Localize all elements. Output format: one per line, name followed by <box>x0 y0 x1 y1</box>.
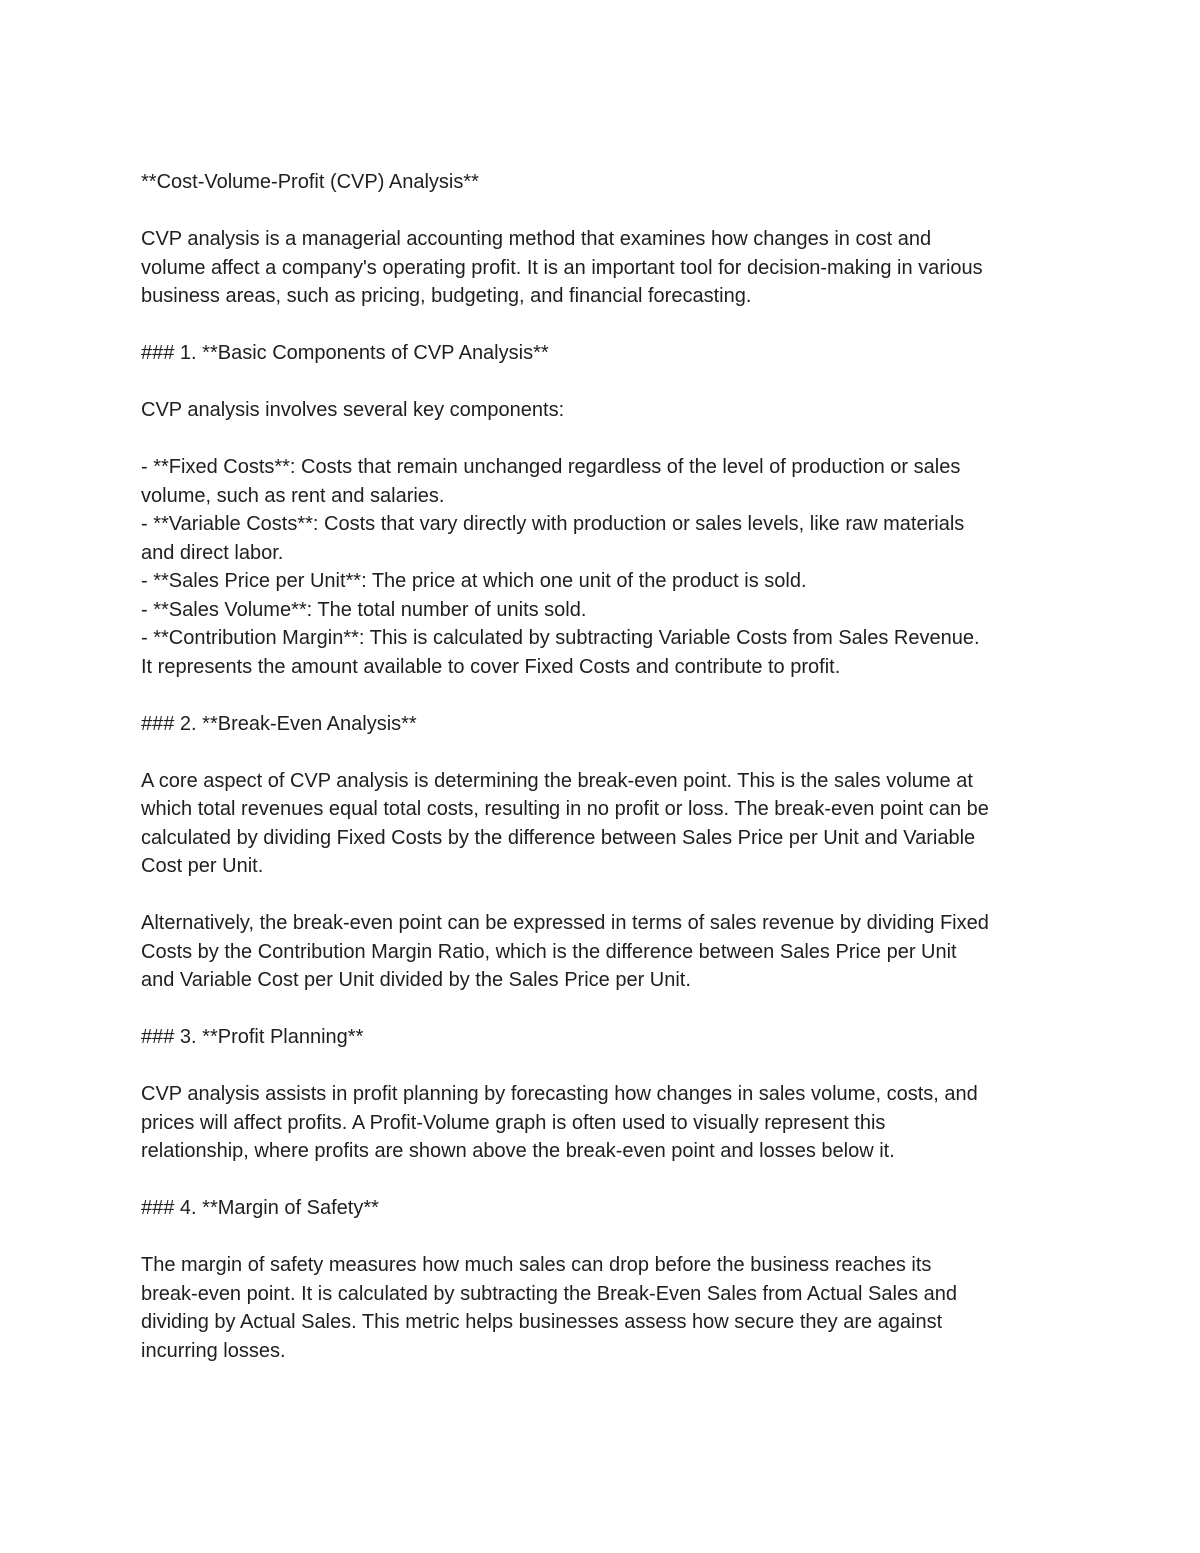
spacer <box>141 311 1071 340</box>
spacer <box>141 197 1071 226</box>
text-line: Cost per Unit. <box>141 855 264 877</box>
list-item: volume, such as rent and salaries. <box>141 484 445 507</box>
document-title: **Cost-Volume-Profit (CVP) Analysis** <box>141 171 479 193</box>
text-line: break-even point. It is calculated by subtracting the Break-Even Sales from Actual Sales and <box>141 1282 957 1305</box>
spacer <box>141 1166 1071 1195</box>
text-line: Costs by the Contribution Margin Ratio, which is the difference between Sales Price per Unit <box>141 940 957 963</box>
components-list <box>141 453 1071 681</box>
list-item: It represents the amount available to cover Fixed Costs and contribute to profit. <box>141 655 841 678</box>
text-line: CVP analysis assists in profit planning by forecasting how changes in sales volume, costs, and <box>141 1083 978 1105</box>
list-item: - **Sales Volume**: The total number of units sold. <box>141 598 587 621</box>
spacer <box>141 881 1071 910</box>
spacer <box>141 681 1071 710</box>
text-line: CVP analysis is a managerial accounting method that examines how changes in cost and <box>141 228 932 250</box>
text-line: which total revenues equal total costs, resulting in no profit or loss. The break-even point can be <box>141 798 989 820</box>
text-line: Alternatively, the break-even point can be expressed in terms of sales revenue by dividing Fixed <box>141 912 989 934</box>
section-1-lead: CVP analysis involves several key components: <box>141 399 565 421</box>
text-line: volume affect a company's operating profit. It is an important tool for decision-making in various <box>141 256 983 279</box>
list-item: - **Sales Price per Unit**: The price at which one unit of the product is sold. <box>141 570 807 592</box>
text-line: incurring losses. <box>141 1339 286 1362</box>
section-heading-1: ### 1. **Basic Components of CVP Analysis** <box>141 342 549 364</box>
spacer <box>141 368 1071 397</box>
list-item: - **Variable Costs**: Costs that vary directly with production or sales levels, like raw materials <box>141 513 965 535</box>
list-item: - **Contribution Margin**: This is calculated by subtracting Variable Costs from Sales Revenue. <box>141 627 980 649</box>
profit-planning-paragraph <box>141 1080 1071 1166</box>
spacer <box>141 995 1071 1024</box>
text-line: business areas, such as pricing, budgeting, and financial forecasting. <box>141 285 752 307</box>
list-item: - **Fixed Costs**: Costs that remain unchanged regardless of the level of production or sales <box>141 456 961 478</box>
document-page <box>141 168 1071 1365</box>
break-even-paragraph-1 <box>141 767 1071 881</box>
text-line: dividing by Actual Sales. This metric helps businesses assess how secure they are against <box>141 1311 943 1333</box>
text-line: calculated by dividing Fixed Costs by the difference between Sales Price per Unit and Variable <box>141 826 976 849</box>
spacer <box>141 425 1071 454</box>
text-line: and Variable Cost per Unit divided by the Sales Price per Unit. <box>141 969 691 991</box>
spacer <box>141 738 1071 767</box>
text-line: A core aspect of CVP analysis is determining the break-even point. This is the sales volume at <box>141 769 973 792</box>
list-item: and direct labor. <box>141 541 284 564</box>
break-even-paragraph-2 <box>141 909 1071 995</box>
section-heading-4: ### 4. **Margin of Safety** <box>141 1197 379 1219</box>
spacer <box>141 1052 1071 1081</box>
text-line: The margin of safety measures how much sales can drop before the business reaches its <box>141 1254 932 1276</box>
text-line: relationship, where profits are shown above the break-even point and losses below it. <box>141 1140 895 1162</box>
intro-paragraph <box>141 225 1071 311</box>
section-heading-3: ### 3. **Profit Planning** <box>141 1026 364 1048</box>
text-line: prices will affect profits. A Profit-Volume graph is often used to visually represent this <box>141 1111 886 1134</box>
spacer <box>141 1223 1071 1252</box>
section-heading-2: ### 2. **Break-Even Analysis** <box>141 712 417 735</box>
margin-of-safety-paragraph <box>141 1251 1071 1365</box>
